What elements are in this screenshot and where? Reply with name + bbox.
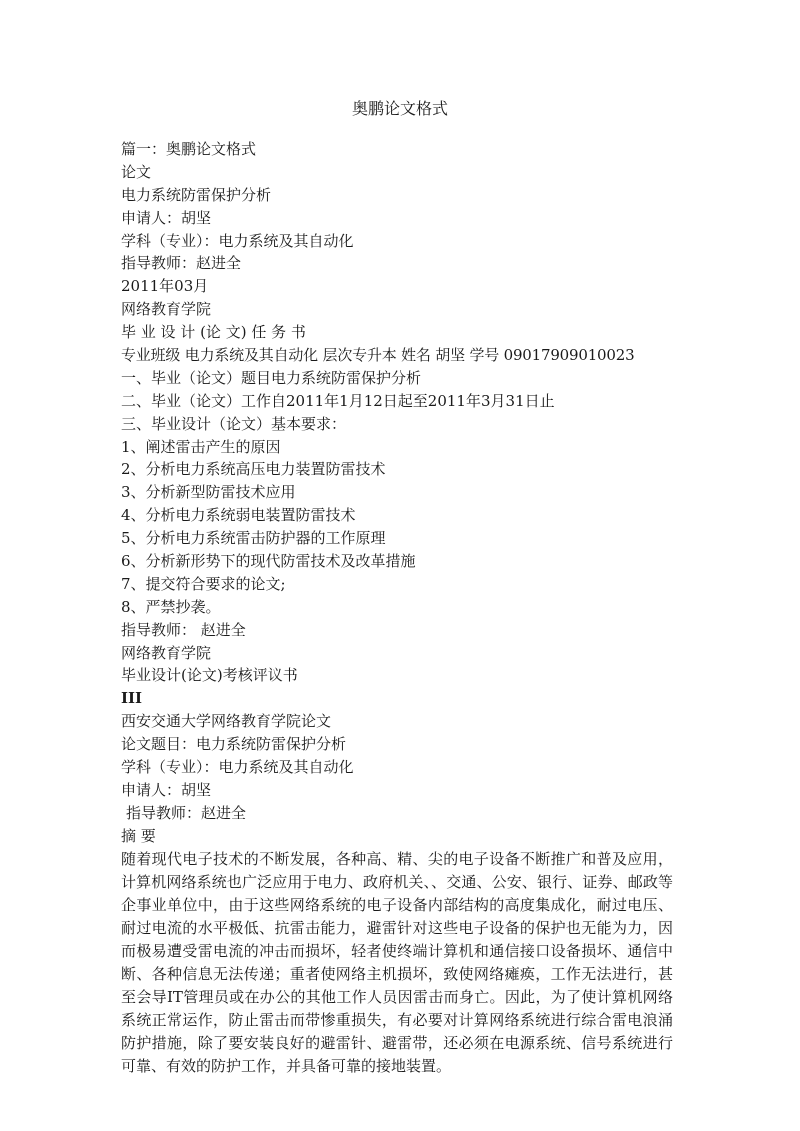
list-item: 1、阐述雷击产生的原因 [121, 437, 281, 456]
list-item: 3、分析新型防雷技术应用 [121, 483, 296, 502]
list-item: 5、分析电力系统雷击防护器的工作原理 [121, 529, 386, 548]
applicant-line: 申请人：胡坚 [121, 208, 212, 227]
thesis-title: 电力系统防雷保护分析 [121, 185, 272, 204]
student-info-line: 专业班级 电力系统及其自动化 层次专升本 姓名 胡坚 学号 09017909010023 [121, 346, 635, 365]
thesis-topic-line: 论文题目：电力系统防雷保护分析 [121, 735, 347, 754]
task-book-heading: 毕 业 设 计 (论 文) 任 务 书 [121, 323, 306, 342]
document-title: 奥鹏论文格式 [351, 99, 448, 118]
abstract-paragraph: 随着现代电子技术的不断发展，各种高、精、尖的电子设备不断推广和普及应用，计算机网络系统也广泛应用于电力、政府机关、、交通、公安、银行、证券、邮政等企事业单位中，由于这些网络系统的电子设备内部结构的高度集成化，耐过电压、耐过电流的水平极低、抗雷击能力，避雷针对这些电子设备的保护也无能为力，因而极易遭受雷电流的冲击而损坏，轻者使终端计算机和通信接口设备损坏、通信中断、各种信息无法传递；重者使网络主机损坏，致使网络瘫痪，工作无法进行，甚至会导IT管理员或在办公的其他工作人员因雷击而身亡。因此，为了使计算机网络系统正常运作，防止雷击而带惨重损失，有必要对计算网络系统进行综合雷电浪涌防护措施，除了要安装良好的避雷针、避雷带，还必须在电源系统、信号系统进行可靠、有效的防护工作，并具备可靠的接地装置。 [121, 849, 673, 1076]
major-line: 学科（专业）：电力系统及其自动化 [121, 758, 354, 777]
date-line: 2011年03月 [121, 277, 209, 296]
list-item: 7、提交符合要求的论文; [121, 574, 286, 593]
list-item: 2、分析电力系统高压电力装置防雷技术 [121, 460, 386, 479]
advisor-line: 指导教师：赵进全 [121, 254, 242, 273]
work-period-line: 二、毕业（论文）工作自2011年1月12日起至2011年3月31日止 [121, 391, 555, 410]
list-item: 4、分析电力系统弱电装置防雷技术 [121, 506, 356, 525]
evaluation-heading: 毕业设计(论文)考核评议书 [121, 666, 298, 685]
list-item: 6、分析新形势下的现代防雷技术及改革措施 [121, 552, 416, 571]
abstract-heading: 摘 要 [121, 826, 156, 845]
college-line: 网络教育学院 [121, 643, 212, 662]
doc-type-label: 论文 [121, 162, 152, 181]
roman-numeral-marker: III [121, 689, 143, 708]
advisor-signature-line: 指导教师： 赵进全 [121, 620, 246, 639]
requirements-heading: 三、毕业设计（论文）基本要求： [121, 414, 347, 433]
thesis-topic-line: 一、毕业（论文）题目电力系统防雷保护分析 [121, 368, 422, 387]
section-heading: 篇一：奥鹏论文格式 [121, 140, 257, 158]
advisor-line: 指导教师：赵进全 [126, 803, 247, 822]
college-line: 网络教育学院 [121, 300, 212, 319]
major-line: 学科（专业）：电力系统及其自动化 [121, 231, 354, 250]
applicant-line: 申请人：胡坚 [121, 780, 212, 799]
list-item: 8、严禁抄袭。 [121, 597, 221, 616]
document-body [121, 138, 681, 1079]
university-line: 西安交通大学网络教育学院论文 [121, 712, 332, 731]
